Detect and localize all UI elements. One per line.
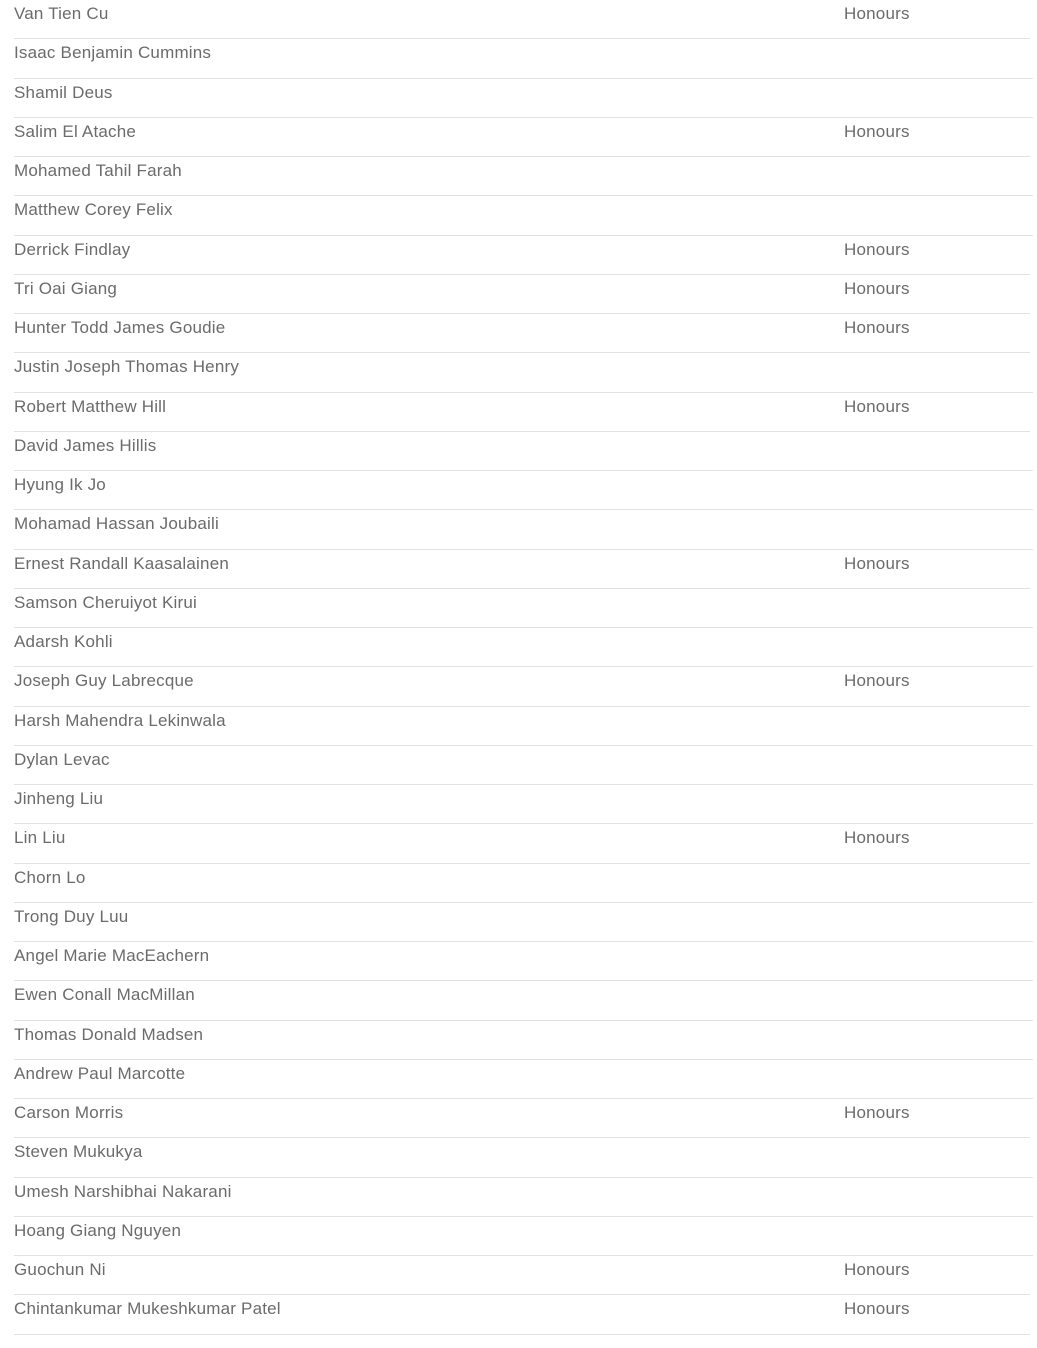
- list-item: [14, 0, 1030, 39]
- list-item: [14, 667, 1030, 706]
- graduate-name: Chorn Lo: [14, 867, 86, 887]
- list-item: [14, 1138, 1033, 1177]
- graduate-name: Joseph Guy Labrecque: [14, 671, 194, 691]
- honours-label: Honours: [844, 1260, 910, 1279]
- list-item: [14, 196, 1033, 235]
- honours-label: Honours: [844, 553, 910, 573]
- list-item: [14, 1060, 1033, 1099]
- list-item: [14, 236, 1030, 275]
- list-item: [14, 1256, 1030, 1295]
- honours-label: Honours: [844, 396, 910, 416]
- graduate-name: Chintankumar Mukeshkumar Patel: [14, 1299, 281, 1319]
- graduate-list: [14, 0, 1033, 1335]
- list-item: [14, 39, 1033, 78]
- graduate-name: Samson Cheruiyot Kirui: [14, 592, 197, 612]
- honours-label: Honours: [844, 1103, 910, 1122]
- graduate-name: Harsh Mahendra Lekinwala: [14, 710, 226, 730]
- graduate-name: Steven Mukukya: [14, 1142, 143, 1162]
- honours-label: Honours: [844, 121, 910, 141]
- graduate-name: Justin Joseph Thomas Henry: [14, 357, 240, 377]
- graduate-name: Dylan Levac: [14, 749, 110, 769]
- list-item: [14, 393, 1030, 432]
- graduate-name: Carson Morris: [14, 1103, 124, 1122]
- graduate-name: Van Tien Cu: [14, 4, 109, 23]
- list-item: [14, 707, 1033, 746]
- graduate-name: Thomas Donald Madsen: [14, 1024, 204, 1044]
- graduate-name: Salim El Atache: [14, 121, 137, 141]
- graduate-name: Isaac Benjamin Cummins: [14, 43, 212, 63]
- list-item: [14, 1217, 1033, 1256]
- honours-label: Honours: [844, 278, 910, 298]
- list-item: [14, 1178, 1033, 1217]
- graduate-name: Mohamad Hassan Joubaili: [14, 514, 219, 534]
- graduate-name: Derrick Findlay: [14, 239, 131, 259]
- list-item: [14, 314, 1030, 353]
- list-item: [14, 1099, 1030, 1138]
- list-item: [14, 942, 1033, 981]
- list-item: [14, 510, 1033, 549]
- list-item: [14, 79, 1033, 118]
- graduate-name: Jinheng Liu: [14, 789, 104, 808]
- graduate-name: Robert Matthew Hill: [14, 396, 167, 416]
- list-item: [14, 824, 1030, 863]
- list-item: [14, 1295, 1030, 1334]
- honours-label: Honours: [844, 318, 910, 337]
- graduate-name: Matthew Corey Felix: [14, 200, 173, 220]
- list-item: [14, 471, 1033, 510]
- graduate-name: Mohamed Tahil Farah: [14, 161, 182, 180]
- honours-label: Honours: [844, 239, 910, 259]
- graduate-name: Hunter Todd James Goudie: [14, 318, 226, 337]
- graduate-name: Hoang Giang Nguyen: [14, 1220, 182, 1240]
- graduate-name: Andrew Paul Marcotte: [14, 1063, 186, 1083]
- list-item: [14, 118, 1030, 157]
- list-item: [14, 785, 1033, 824]
- list-item: [14, 275, 1030, 314]
- list-item: [14, 1021, 1033, 1060]
- graduate-name: Shamil Deus: [14, 82, 113, 102]
- graduate-name: Lin Liu: [14, 828, 66, 848]
- list-item: [14, 353, 1033, 392]
- honours-label: Honours: [844, 1299, 910, 1319]
- list-item: [14, 550, 1030, 589]
- graduate-name: Tri Oai Giang: [14, 278, 118, 298]
- graduate-name: David James Hillis: [14, 435, 157, 455]
- graduate-name: Hyung Ik Jo: [14, 475, 106, 494]
- graduate-name: Angel Marie MacEachern: [14, 946, 210, 965]
- graduate-name: Trong Duy Luu: [14, 906, 129, 926]
- honours-label: Honours: [844, 828, 910, 848]
- graduate-name: Ewen Conall MacMillan: [14, 985, 195, 1005]
- graduate-name: Guochun Ni: [14, 1260, 106, 1279]
- list-item: [14, 746, 1033, 785]
- list-item: [14, 628, 1033, 667]
- list-item: [14, 903, 1033, 942]
- graduate-name: Adarsh Kohli: [14, 632, 113, 651]
- graduate-name: Ernest Randall Kaasalainen: [14, 553, 230, 573]
- list-item: [14, 589, 1033, 628]
- list-item: [14, 981, 1033, 1020]
- list-item: [14, 157, 1033, 196]
- honours-label: Honours: [844, 4, 910, 23]
- honours-label: Honours: [844, 671, 910, 691]
- list-item: [14, 864, 1033, 903]
- list-item: [14, 432, 1033, 471]
- graduate-name: Umesh Narshibhai Nakarani: [14, 1181, 232, 1201]
